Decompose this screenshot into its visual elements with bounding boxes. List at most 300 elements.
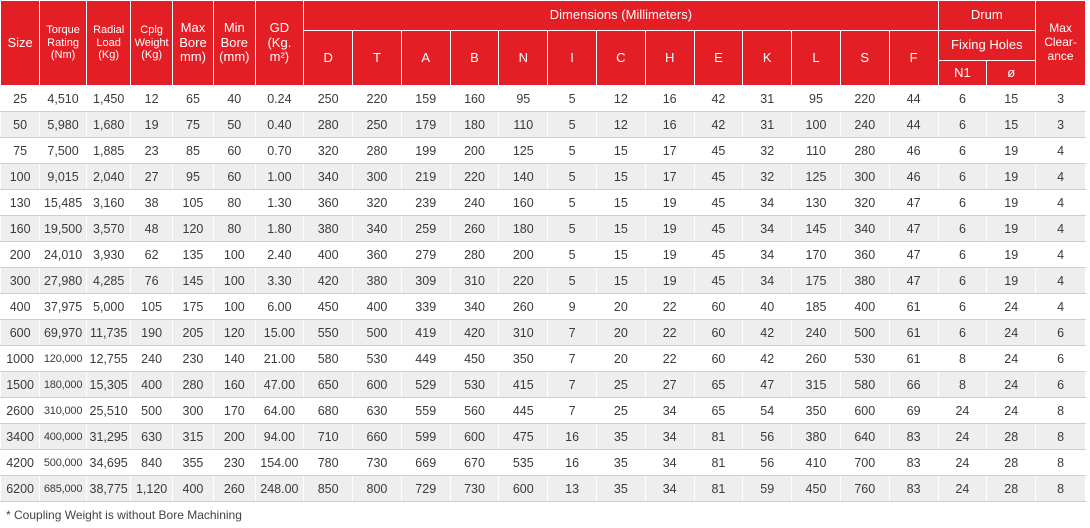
header-radial-line1: Radial	[93, 24, 125, 37]
table-cell: 60	[694, 294, 743, 320]
table-cell: 4	[1036, 294, 1086, 320]
table-cell: 125	[792, 164, 841, 190]
table-cell: 42	[743, 346, 792, 372]
header-maxbore-line3: mm)	[179, 49, 206, 65]
table-cell: 410	[792, 450, 841, 476]
table-cell: 5	[548, 86, 597, 112]
table-cell: 185	[792, 294, 841, 320]
table-cell: 239	[401, 190, 450, 216]
table-cell: 450	[450, 346, 499, 372]
table-cell: 340	[450, 294, 499, 320]
table-cell: 31,295	[86, 424, 131, 450]
table-cell: 400,000	[40, 424, 87, 450]
table-row	[1, 372, 1086, 398]
table-cell: 27	[131, 164, 172, 190]
table-cell: 8	[938, 372, 987, 398]
header-drum: Drum	[938, 1, 1036, 31]
table-cell: 4	[1036, 190, 1086, 216]
table-cell: 34,695	[86, 450, 131, 476]
header-cplg-line1: Cplg	[140, 24, 163, 37]
table-cell: 340	[353, 216, 402, 242]
table-cell: 380	[304, 216, 353, 242]
table-cell: 300	[1, 268, 40, 294]
table-cell: 179	[401, 112, 450, 138]
table-cell: 600	[499, 476, 548, 502]
table-cell: 24	[987, 294, 1036, 320]
table-cell: 19	[987, 216, 1036, 242]
table-cell: 310,000	[40, 398, 87, 424]
header-torque-line1: Torque	[46, 24, 80, 37]
table-cell: 200	[1, 242, 40, 268]
table-cell: 5	[548, 190, 597, 216]
table-cell: 530	[450, 372, 499, 398]
header-max-bore	[172, 1, 213, 86]
table-cell: 42	[694, 86, 743, 112]
table-cell: 450	[304, 294, 353, 320]
table-cell: 24	[938, 476, 987, 502]
table-cell: 1.80	[255, 216, 304, 242]
table-cell: 15	[596, 242, 645, 268]
header-minbore-line1: Min	[223, 19, 245, 35]
table-cell: 140	[214, 346, 255, 372]
table-cell: 95	[499, 86, 548, 112]
header-dim-n: N	[499, 31, 548, 86]
table-cell: 3400	[1, 424, 40, 450]
table-cell: 47	[889, 216, 938, 242]
table-cell: 25	[596, 372, 645, 398]
table-cell: 700	[840, 450, 889, 476]
header-dim-k: K	[743, 31, 792, 86]
table-cell: 59	[743, 476, 792, 502]
table-cell: 5	[548, 268, 597, 294]
table-cell: 550	[304, 320, 353, 346]
table-cell: 3	[1036, 86, 1086, 112]
table-cell: 23	[131, 138, 172, 164]
table-cell: 199	[401, 138, 450, 164]
header-minbore-line2: Bore	[220, 34, 249, 50]
table-cell: 500	[840, 320, 889, 346]
table-cell: 500	[353, 320, 402, 346]
table-cell: 44	[889, 86, 938, 112]
header-dim-e: E	[694, 31, 743, 86]
table-cell: 34	[645, 398, 694, 424]
table-cell: 130	[1, 190, 40, 216]
table-cell: 8	[1036, 398, 1086, 424]
table-cell: 580	[304, 346, 353, 372]
table-cell: 400	[172, 476, 213, 502]
table-cell: 1,885	[86, 138, 131, 164]
table-cell: 560	[450, 398, 499, 424]
table-row	[1, 424, 1086, 450]
table-cell: 250	[304, 86, 353, 112]
table-cell: 100	[214, 294, 255, 320]
table-cell: 45	[694, 268, 743, 294]
table-cell: 69,970	[40, 320, 87, 346]
table-cell: 240	[131, 346, 172, 372]
table-cell: 2.40	[255, 242, 304, 268]
table-cell: 34	[743, 242, 792, 268]
table-cell: 16	[548, 424, 597, 450]
table-cell: 15	[596, 268, 645, 294]
table-cell: 6.00	[255, 294, 304, 320]
table-cell: 130	[792, 190, 841, 216]
table-cell: 83	[889, 450, 938, 476]
table-cell: 355	[172, 450, 213, 476]
table-cell: 309	[401, 268, 450, 294]
table-cell: 600	[840, 398, 889, 424]
table-cell: 170	[792, 242, 841, 268]
table-cell: 6	[938, 294, 987, 320]
table-row	[1, 346, 1086, 372]
table-cell: 120	[172, 216, 213, 242]
table-cell: 500,000	[40, 450, 87, 476]
table-cell: 259	[401, 216, 450, 242]
table-cell: 34	[645, 450, 694, 476]
table-cell: 7,500	[40, 138, 87, 164]
table-cell: 19	[645, 190, 694, 216]
table-cell: 205	[172, 320, 213, 346]
header-radial-load	[86, 1, 131, 86]
table-row	[1, 320, 1086, 346]
table-cell: 120,000	[40, 346, 87, 372]
table-cell: 220	[353, 86, 402, 112]
table-cell: 260	[792, 346, 841, 372]
table-cell: 6	[1036, 372, 1086, 398]
table-cell: 42	[694, 112, 743, 138]
table-cell: 15	[987, 112, 1036, 138]
table-cell: 145	[792, 216, 841, 242]
table-cell: 340	[304, 164, 353, 190]
table-cell: 34	[743, 216, 792, 242]
table-cell: 320	[840, 190, 889, 216]
table-cell: 100	[214, 268, 255, 294]
table-cell: 400	[840, 294, 889, 320]
table-row	[1, 398, 1086, 424]
table-row	[1, 294, 1086, 320]
table-cell: 65	[694, 398, 743, 424]
table-row	[1, 450, 1086, 476]
header-radial-line3: (Kg)	[98, 49, 120, 62]
table-cell: 15,305	[86, 372, 131, 398]
table-cell: 45	[694, 242, 743, 268]
table-cell: 279	[401, 242, 450, 268]
table-cell: 24	[938, 398, 987, 424]
header-dim-f: F	[889, 31, 938, 86]
table-cell: 6	[938, 320, 987, 346]
table-cell: 24	[987, 346, 1036, 372]
table-cell: 3,930	[86, 242, 131, 268]
table-cell: 248.00	[255, 476, 304, 502]
table-cell: 45	[694, 164, 743, 190]
table-cell: 630	[131, 424, 172, 450]
table-cell: 280	[840, 138, 889, 164]
table-cell: 670	[450, 450, 499, 476]
table-cell: 62	[131, 242, 172, 268]
table-cell: 25,510	[86, 398, 131, 424]
table-cell: 40	[214, 86, 255, 112]
table-cell: 530	[353, 346, 402, 372]
table-cell: 280	[353, 138, 402, 164]
table-cell: 315	[172, 424, 213, 450]
table-cell: 5	[548, 242, 597, 268]
table-cell: 640	[840, 424, 889, 450]
table-cell: 56	[743, 450, 792, 476]
table-cell: 22	[645, 346, 694, 372]
table-row	[1, 138, 1086, 164]
table-cell: 2,040	[86, 164, 131, 190]
table-cell: 650	[304, 372, 353, 398]
table-cell: 840	[131, 450, 172, 476]
table-cell: 350	[792, 398, 841, 424]
table-cell: 60	[694, 346, 743, 372]
table-cell: 20	[596, 294, 645, 320]
table-cell: 4,285	[86, 268, 131, 294]
table-cell: 120	[214, 320, 255, 346]
table-cell: 19	[987, 138, 1036, 164]
table-cell: 200	[214, 424, 255, 450]
table-cell: 419	[401, 320, 450, 346]
table-cell: 65	[172, 86, 213, 112]
table-cell: 500	[131, 398, 172, 424]
header-phi: ø	[987, 61, 1036, 86]
table-cell: 42	[743, 320, 792, 346]
table-cell: 310	[499, 320, 548, 346]
header-min-bore	[214, 1, 255, 86]
header-minbore-line3: (mm)	[219, 49, 250, 65]
table-cell: 6	[938, 216, 987, 242]
table-cell: 6	[938, 86, 987, 112]
table-cell: 81	[694, 450, 743, 476]
table-cell: 4	[1036, 242, 1086, 268]
table-cell: 44	[889, 112, 938, 138]
table-cell: 160	[1, 216, 40, 242]
table-cell: 710	[304, 424, 353, 450]
table-cell: 25	[1, 86, 40, 112]
table-cell: 81	[694, 424, 743, 450]
table-cell: 35	[596, 450, 645, 476]
table-cell: 220	[840, 86, 889, 112]
table-cell: 15	[596, 164, 645, 190]
table-cell: 6	[938, 112, 987, 138]
table-cell: 219	[401, 164, 450, 190]
table-cell: 220	[499, 268, 548, 294]
table-cell: 660	[353, 424, 402, 450]
table-cell: 25	[596, 398, 645, 424]
table-cell: 34	[645, 476, 694, 502]
table-cell: 24	[938, 424, 987, 450]
table-cell: 65	[694, 372, 743, 398]
table-cell: 220	[450, 164, 499, 190]
table-cell: 140	[499, 164, 548, 190]
table-cell: 535	[499, 450, 548, 476]
table-cell: 315	[792, 372, 841, 398]
table-cell: 95	[172, 164, 213, 190]
table-cell: 105	[172, 190, 213, 216]
table-cell: 19	[987, 190, 1036, 216]
table-cell: 24	[987, 398, 1036, 424]
table-cell: 28	[987, 424, 1036, 450]
table-cell: 50	[214, 112, 255, 138]
table-cell: 45	[694, 216, 743, 242]
table-cell: 240	[840, 112, 889, 138]
table-cell: 380	[353, 268, 402, 294]
header-dim-t: T	[353, 31, 402, 86]
table-cell: 630	[353, 398, 402, 424]
table-row	[1, 476, 1086, 502]
table-cell: 380	[792, 424, 841, 450]
table-cell: 22	[645, 320, 694, 346]
table-cell: 159	[401, 86, 450, 112]
table-cell: 16	[645, 86, 694, 112]
table-cell: 19	[987, 164, 1036, 190]
table-cell: 310	[450, 268, 499, 294]
table-cell: 69	[889, 398, 938, 424]
table-cell: 34	[743, 190, 792, 216]
table-cell: 19	[987, 242, 1036, 268]
table-cell: 1,680	[86, 112, 131, 138]
header-radial-line2: Load	[96, 36, 121, 49]
table-cell: 400	[304, 242, 353, 268]
header-maxbore-line2: Bore	[179, 34, 207, 50]
header-dim-h: H	[645, 31, 694, 86]
table-cell: 125	[499, 138, 548, 164]
table-cell: 445	[499, 398, 548, 424]
table-cell: 60	[214, 164, 255, 190]
table-cell: 669	[401, 450, 450, 476]
table-cell: 6	[1036, 320, 1086, 346]
header-gd-line2: (Kg.	[267, 34, 292, 50]
header-clearance-line1: Max	[1049, 21, 1072, 36]
table-cell: 7	[548, 398, 597, 424]
table-cell: 83	[889, 476, 938, 502]
table-cell: 3	[1036, 112, 1086, 138]
table-cell: 729	[401, 476, 450, 502]
table-row	[1, 216, 1086, 242]
table-cell: 0.70	[255, 138, 304, 164]
footnote: * Coupling Weight is without Bore Machining	[6, 508, 242, 522]
table-cell: 599	[401, 424, 450, 450]
table-row	[1, 268, 1086, 294]
table-cell: 529	[401, 372, 450, 398]
table-cell: 175	[792, 268, 841, 294]
table-cell: 28	[987, 450, 1036, 476]
header-dim-l: L	[792, 31, 841, 86]
table-cell: 4,510	[40, 86, 87, 112]
table-cell: 580	[840, 372, 889, 398]
table-cell: 180	[450, 112, 499, 138]
table-cell: 12,755	[86, 346, 131, 372]
table-cell: 6	[1036, 346, 1086, 372]
table-cell: 50	[1, 112, 40, 138]
table-cell: 300	[172, 398, 213, 424]
table-cell: 27,980	[40, 268, 87, 294]
header-dim-d: D	[304, 31, 353, 86]
table-cell: 75	[172, 112, 213, 138]
table-cell: 56	[743, 424, 792, 450]
table-cell: 730	[353, 450, 402, 476]
header-dim-c: C	[596, 31, 645, 86]
table-cell: 15,485	[40, 190, 87, 216]
table-cell: 13	[548, 476, 597, 502]
header-dimensions: Dimensions (Millimeters)	[304, 1, 938, 31]
table-cell: 7	[548, 372, 597, 398]
table-cell: 11,735	[86, 320, 131, 346]
table-cell: 100	[214, 242, 255, 268]
table-cell: 730	[450, 476, 499, 502]
table-cell: 19	[987, 268, 1036, 294]
table-cell: 38	[131, 190, 172, 216]
table-cell: 400	[131, 372, 172, 398]
table-cell: 2600	[1, 398, 40, 424]
table-cell: 400	[353, 294, 402, 320]
table-cell: 47	[889, 242, 938, 268]
table-cell: 780	[304, 450, 353, 476]
table-cell: 339	[401, 294, 450, 320]
table-cell: 175	[172, 294, 213, 320]
table-cell: 5,980	[40, 112, 87, 138]
table-cell: 360	[304, 190, 353, 216]
table-cell: 1.00	[255, 164, 304, 190]
table-cell: 5	[548, 164, 597, 190]
table-cell: 22	[645, 294, 694, 320]
table-cell: 66	[889, 372, 938, 398]
table-cell: 240	[792, 320, 841, 346]
table-cell: 21.00	[255, 346, 304, 372]
table-row	[1, 112, 1086, 138]
table-cell: 685,000	[40, 476, 87, 502]
table-cell: 81	[694, 476, 743, 502]
table-cell: 160	[499, 190, 548, 216]
table-cell: 320	[304, 138, 353, 164]
table-cell: 1500	[1, 372, 40, 398]
table-cell: 160	[450, 86, 499, 112]
table-cell: 760	[840, 476, 889, 502]
table-cell: 17	[645, 164, 694, 190]
table-cell: 60	[694, 320, 743, 346]
table-cell: 24	[987, 372, 1036, 398]
table-cell: 6	[938, 164, 987, 190]
table-cell: 19,500	[40, 216, 87, 242]
table-header	[1, 1, 1086, 86]
table-cell: 8	[1036, 450, 1086, 476]
table-cell: 83	[889, 424, 938, 450]
table-cell: 4	[1036, 164, 1086, 190]
header-torque-rating	[40, 1, 87, 86]
table-cell: 600	[450, 424, 499, 450]
table-cell: 45	[694, 190, 743, 216]
table-cell: 260	[214, 476, 255, 502]
header-torque-line3: (Nm)	[50, 49, 76, 62]
table-cell: 800	[353, 476, 402, 502]
table-cell: 95	[792, 86, 841, 112]
table-cell: 200	[499, 242, 548, 268]
table-cell: 6	[938, 268, 987, 294]
table-cell: 320	[353, 190, 402, 216]
table-cell: 64.00	[255, 398, 304, 424]
table-cell: 1,120	[131, 476, 172, 502]
table-cell: 240	[450, 190, 499, 216]
table-cell: 5	[548, 138, 597, 164]
table-cell: 0.24	[255, 86, 304, 112]
table-cell: 28	[987, 476, 1036, 502]
table-cell: 15	[596, 216, 645, 242]
table-cell: 48	[131, 216, 172, 242]
table-cell: 6	[938, 138, 987, 164]
table-cell: 37,975	[40, 294, 87, 320]
table-cell: 6200	[1, 476, 40, 502]
table-cell: 75	[1, 138, 40, 164]
table-cell: 16	[645, 112, 694, 138]
